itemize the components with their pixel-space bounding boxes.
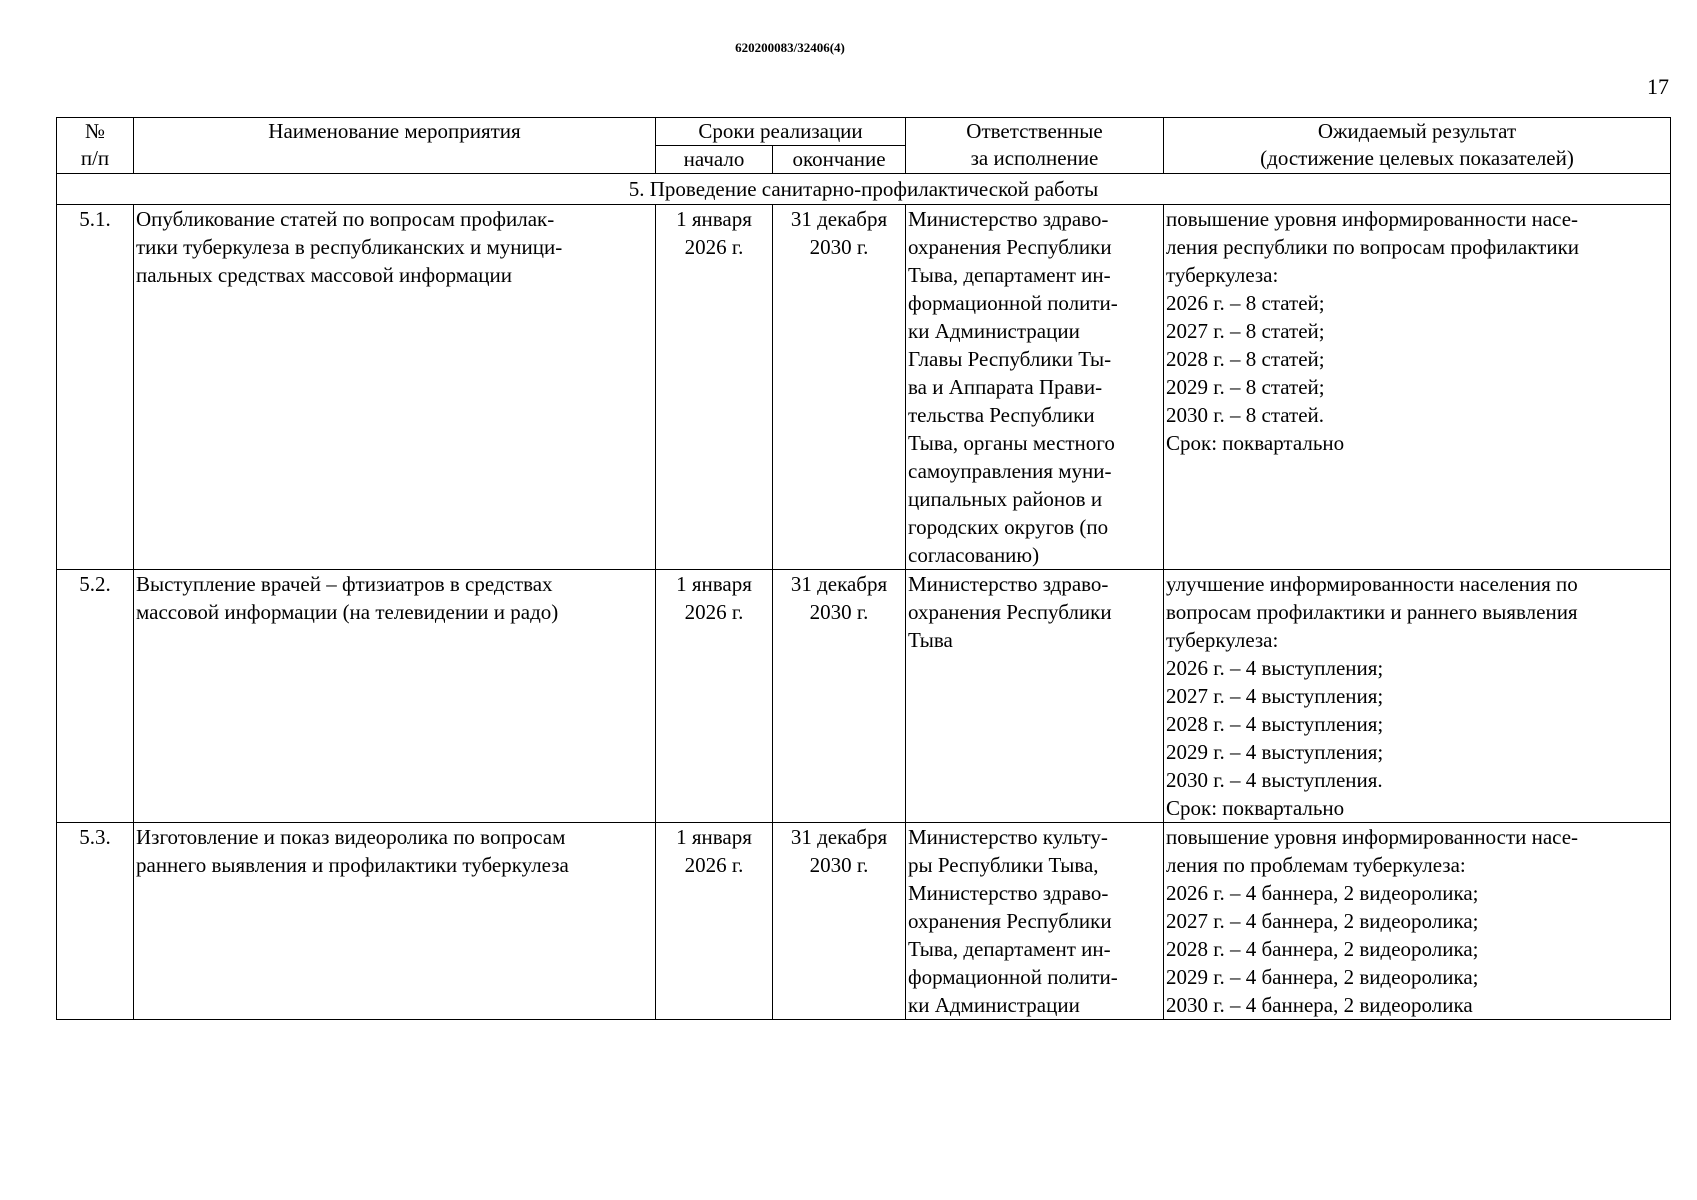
start-date: 1 января 2026 г.: [656, 205, 773, 570]
table-row: [57, 823, 1671, 1020]
row-number: 5.1.: [57, 205, 134, 570]
activity-name: Изготовление и показ видеоролика по вопросам раннего выявления и профилактики туберкулеза: [134, 823, 656, 1020]
row-number: 5.3.: [57, 823, 134, 1020]
start-date: 1 января 2026 г.: [656, 823, 773, 1020]
header-end: окончание: [773, 146, 906, 174]
header-name: Наименование мероприятия: [134, 118, 656, 174]
responsible: Министерство культу- ры Республики Тыва, Министерство здраво- охранения Республики Тыва, департамент ин- формационной полити- ки Администрации: [906, 823, 1164, 1020]
start-date: 1 января 2026 г.: [656, 570, 773, 823]
header-start: начало: [656, 146, 773, 174]
expected-result: повышение уровня информированности насе- ления республики по вопросам профилактики туберкулеза: 2026 г. – 8 статей; 2027 г. – 8 статей; 2028 г. – 8 статей; 2029 г. – 8 статей; 2030 г. – 8 статей. Срок: поквартально: [1164, 205, 1671, 570]
expected-result: повышение уровня информированности насе- ления по проблемам туберкулеза: 2026 г. – 4 баннера, 2 видеоролика; 2027 г. – 4 баннера, 2 видеоролика; 2028 г. – 4 баннера, 2 видеоролика; 2029 г. – 4 баннера, 2 видеоролика; 2030 г. – 4 баннера, 2 видеоролика: [1164, 823, 1671, 1020]
end-date: 31 декабря 2030 г.: [773, 570, 906, 823]
expected-result: улучшение информированности населения по вопросам профилактики и раннего выявления туберкулеза: 2026 г. – 4 выступления; 2027 г. – 4 выступления; 2028 г. – 4 выступления; 2029 г. – 4 выступления; 2030 г. – 4 выступления. Срок: поквартально: [1164, 570, 1671, 823]
table-row: [57, 205, 1671, 570]
responsible: Министерство здраво- охранения Республики Тыва: [906, 570, 1164, 823]
responsible: Министерство здраво- охранения Республики Тыва, департамент ин- формационной полити- ки Администрации Главы Республики Ты- ва и Аппарата Прави- тельства Республики Тыва, органы местного самоуправления муни- ципальных районов и городских округов (по согласованию): [906, 205, 1164, 570]
end-date: 31 декабря 2030 г.: [773, 205, 906, 570]
end-date: 31 декабря 2030 г.: [773, 823, 906, 1020]
header-result: Ожидаемый результат (достижение целевых показателей): [1164, 118, 1671, 174]
table-header: [57, 118, 1671, 174]
header-num: № п/п: [57, 118, 134, 174]
header-period: Сроки реализации: [656, 118, 906, 146]
activity-name: Выступление врачей – фтизиатров в средствах массовой информации (на телевидении и радо): [134, 570, 656, 823]
document-code: 620200083/32406(4): [735, 40, 845, 55]
activities-table: [56, 117, 1671, 1020]
page-number: 17: [1647, 74, 1669, 99]
section-title: 5. Проведение санитарно-профилактической работы: [57, 174, 1671, 205]
header-responsible: Ответственные за исполнение: [906, 118, 1164, 174]
table-row: [57, 570, 1671, 823]
activity-name: Опубликование статей по вопросам профилак- тики туберкулеза в республиканских и муници- пальных средствах массовой информации: [134, 205, 656, 570]
row-number: 5.2.: [57, 570, 134, 823]
